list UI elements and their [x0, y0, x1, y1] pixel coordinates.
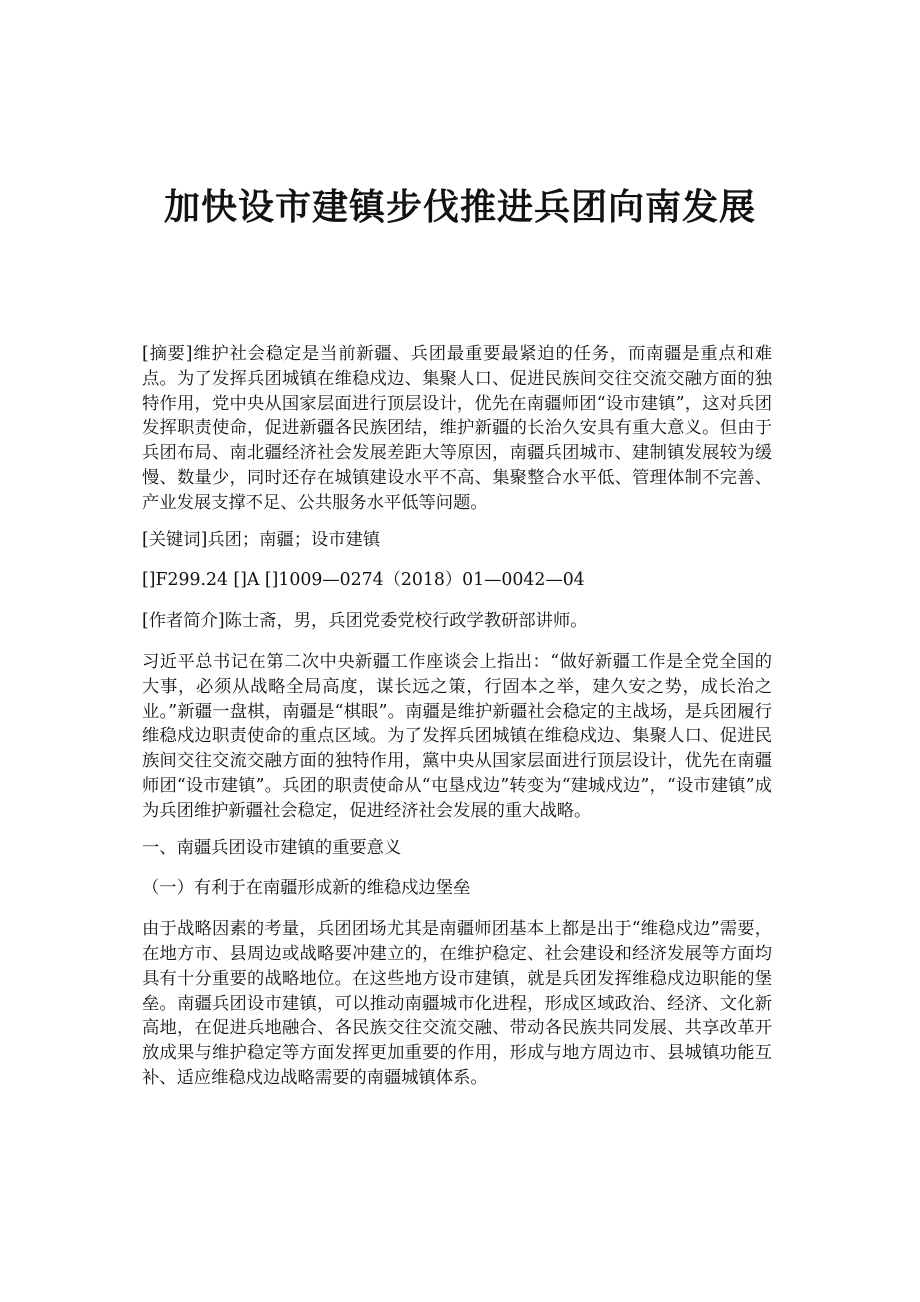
- subsection-heading: （一）有利于在南疆形成新的维稳戍边堡垒: [142, 878, 471, 899]
- classification-paragraph: []F299.24 []A []1009—0274（2018）01—0042—04: [142, 570, 585, 591]
- author-paragraph: [作者简介]陈士斋，男，兵团党委党校行政学教研部讲师。: [142, 611, 588, 632]
- keywords-paragraph: [关键词]兵团；南疆；设市建镇: [142, 529, 381, 550]
- abstract-paragraph: [摘要]维护社会稳定是当前新疆、兵团最重要最紧迫的任务，而南疆是重点和难点。为了发挥兵团城镇在维稳戍边、集聚人口、促进民族间交往交流交融方面的独特作用，党中央从国家层面进行顶层设计，优先在南疆师团“设市建镇”，这对兵团发挥职责使命，促进新疆各民族团结，维护新疆的长治久安具有重大意义。但由于兵团布局、南北疆经济社会发展差距大等原因，南疆兵团城市、建制镇发展较为缓慢、数量少，同时还存在城镇建设水平不高、集聚整合水平低、管理体制不完善、产业发展支撑不足、公共服务水平低等问题。: [142, 344, 772, 513]
- intro-paragraph: 习近平总书记在第二次中央新疆工作座谈会上指出：“做好新疆工作是全党全国的大事，必须从战略全局高度，谋长远之策，行固本之举，建久安之势，成长治之业。”新疆一盘棋，南疆是“棋眼”。南疆是维护新疆社会稳定的主战场，是兵团履行维稳戍边职责使命的重点区域。为了发挥兵团城镇在维稳戍边、集聚人口、促进民族间交往交流交融方面的独特作用，黨中央从国家层面进行顶层设计，优先在南疆师团“设市建镇”。兵团的职责使命从“屯垦戍边”转变为“建城戍边”，“设市建镇”成为兵团维护新疆社会稳定，促进经济社会发展的重大战略。: [142, 651, 772, 821]
- section-heading: 一、南疆兵团设市建镇的重要意义: [142, 837, 402, 858]
- document-body: [142, 342, 772, 1103]
- subsection-paragraph: 由于战略因素的考量，兵团团场尤其是南疆师团基本上都是出于“维稳戍边”需要，在地方市、县周边或战略要冲建立的，在维护稳定、社会建设和经济发展等方面均具有十分重要的战略地位。在这些地方设市建镇，就是兵团发挥维稳戍边职能的堡垒。南疆兵团设市建镇，可以推动南疆城市化进程，形成区域政治、经济、文化新高地，在促进兵地融合、各民族交往交流交融、带动各民族共同发展、共享改革开放成果与维护稳定等方面发挥更加重要的作用，形成与地方周边市、县城镇功能互补、适应维稳戍边战略需要的南疆城镇体系。: [142, 919, 772, 1088]
- document-title: 加快设市建镇步伐推进兵团向南发展: [163, 187, 756, 228]
